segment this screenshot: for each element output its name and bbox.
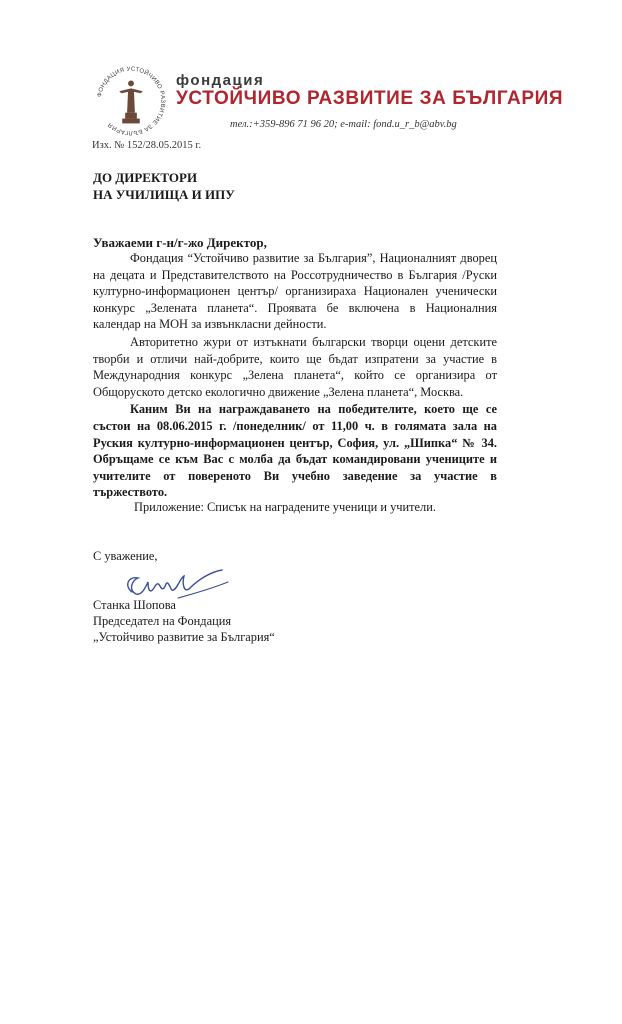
- addressee-line-1: ДО ДИРЕКТОРИ: [93, 170, 198, 185]
- paragraph-2: Авторитетно жури от изтъкнати български творци оцени детските творби и отличи най-добрите, които ще бъдат изпратени за участие в Международния конкурс „Зелена планета“, който се организира от Общоруското детско екологично движение „Зелена планета“, Москва.: [93, 334, 497, 399]
- svg-text:ФОНДАЦИЯ УСТОЙЧИВО РАЗВИТИЕ ЗА: ФОНДАЦИЯ УСТОЙЧИВО РАЗВИТИЕ ЗА БЪЛГАРИЯ: [96, 66, 166, 136]
- signer-block: [93, 597, 275, 645]
- closing: С уважение,: [93, 549, 158, 563]
- org-type-label: фондация: [176, 72, 265, 89]
- salutation: Уважаеми г-н/г-жо Директор,: [93, 235, 267, 250]
- signer-organization: „Устойчиво развитие за България“: [93, 630, 275, 644]
- paragraph-invitation: Каним Ви на награждаването на победителите, което ще се състои на 08.06.2015 г. /понеделник/ от 11,00 ч. в голямата зала на Руския културно-информационен център, София, ул. „Шипка“ № 34. Обръщаме се към Вас с молба да бъдат командировани учениците и учителите от повереното Ви учебно заведение за участие в тържеството.: [93, 402, 497, 500]
- addressee-block: [93, 169, 235, 203]
- addressee-line-2: НА УЧИЛИЩА И ИПУ: [93, 187, 235, 202]
- org-name-heading: УСТОЙЧИВО РАЗВИТИЕ ЗА БЪЛГАРИЯ: [176, 88, 564, 109]
- paragraph-1: Фондация “Устойчиво развитие за България”, Националният дворец на децата и Представителството на Россотрудничество в България /Руски културно-информационен център/ организираха Национален ученически конкурс „Зелената планета“. Проявата бе включена в Националния календар на МОН за извънкласни дейности.: [93, 251, 497, 332]
- attachment-note: Приложение: Списък на наградените ученици и учители.: [134, 500, 436, 514]
- foundation-logo: [92, 62, 170, 140]
- signer-name: Станка Шопова: [93, 598, 176, 612]
- signer-title: Председател на Фондация: [93, 614, 232, 628]
- letter-body: [93, 250, 497, 502]
- reference-number: Изх. № 152/28.05.2015 г.: [92, 140, 202, 151]
- contact-info: тел.:+359-896 71 96 20; e-mail: fond.u_r_b@abv.bg: [230, 119, 457, 130]
